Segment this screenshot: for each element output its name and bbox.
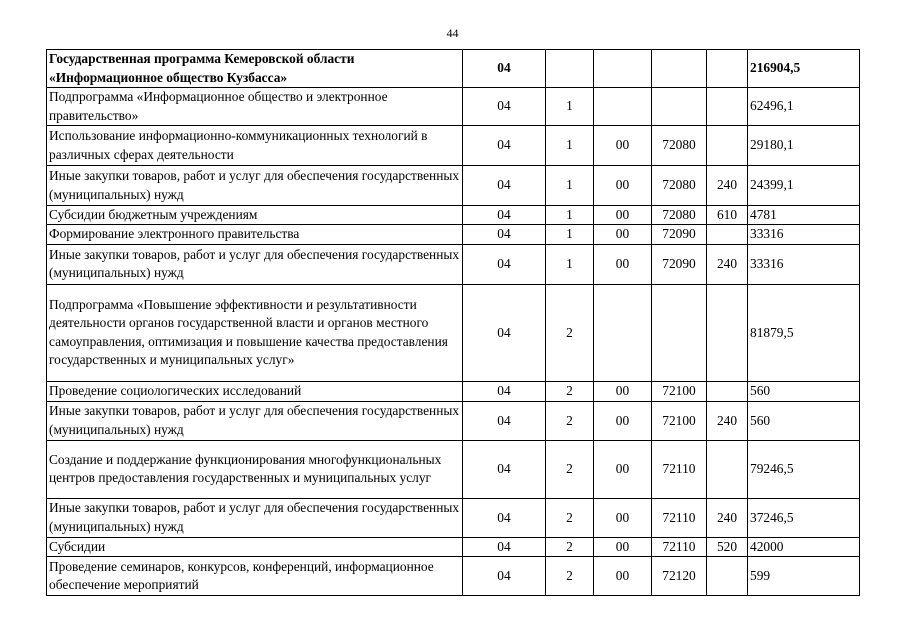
expense-type-code bbox=[707, 440, 748, 498]
expense-code: 72110 bbox=[652, 537, 707, 556]
row-name: Формирование электронного правительства bbox=[47, 225, 463, 244]
direction-code: 00 bbox=[594, 244, 652, 284]
amount: 29180,1 bbox=[748, 126, 860, 166]
expense-type-code: 240 bbox=[707, 401, 748, 440]
table-row bbox=[47, 206, 860, 225]
direction-code: 00 bbox=[594, 206, 652, 225]
subprogram-code: 1 bbox=[546, 126, 594, 166]
table-row bbox=[47, 401, 860, 440]
expense-code: 72120 bbox=[652, 557, 707, 596]
amount: 4781 bbox=[748, 206, 860, 225]
subprogram-code: 1 bbox=[546, 206, 594, 225]
program-code: 04 bbox=[463, 225, 546, 244]
subprogram-code: 2 bbox=[546, 284, 594, 381]
subprogram-code bbox=[546, 50, 594, 88]
subprogram-code: 1 bbox=[546, 88, 594, 126]
amount: 560 bbox=[748, 381, 860, 401]
expense-type-code: 240 bbox=[707, 498, 748, 537]
table-row bbox=[47, 537, 860, 556]
program-code: 04 bbox=[463, 537, 546, 556]
amount: 62496,1 bbox=[748, 88, 860, 126]
expense-type-code: 240 bbox=[707, 166, 748, 206]
page-number: 44 bbox=[446, 26, 459, 40]
expense-code: 72090 bbox=[652, 225, 707, 244]
table-row bbox=[47, 244, 860, 284]
row-name: Иные закупки товаров, работ и услуг для обеспечения государственных (муниципальных) нужд bbox=[47, 498, 463, 537]
program-code: 04 bbox=[463, 401, 546, 440]
expense-code: 72080 bbox=[652, 126, 707, 166]
table-row bbox=[47, 50, 860, 88]
expense-code: 72080 bbox=[652, 206, 707, 225]
subprogram-code: 2 bbox=[546, 537, 594, 556]
direction-code bbox=[594, 284, 652, 381]
program-code: 04 bbox=[463, 381, 546, 401]
program-code: 04 bbox=[463, 498, 546, 537]
program-code: 04 bbox=[463, 206, 546, 225]
row-name: Субсидии bbox=[47, 537, 463, 556]
row-name: Подпрограмма «Повышение эффективности и результативности деятельности органов государственной власти и органов местного самоуправления, оптимизация и повышение качества предоставления государственных и муниципальных услуг» bbox=[47, 284, 463, 381]
expense-code: 72100 bbox=[652, 401, 707, 440]
direction-code: 00 bbox=[594, 166, 652, 206]
table-row bbox=[47, 557, 860, 596]
amount: 37246,5 bbox=[748, 498, 860, 537]
budget-table-body bbox=[47, 50, 860, 596]
direction-code: 00 bbox=[594, 440, 652, 498]
direction-code: 00 bbox=[594, 537, 652, 556]
row-name: Иные закупки товаров, работ и услуг для обеспечения государственных (муниципальных) нужд bbox=[47, 244, 463, 284]
budget-table bbox=[46, 49, 860, 596]
row-name: Использование информационно-коммуникационных технологий в различных сферах деятельности bbox=[47, 126, 463, 166]
row-name: Государственная программа Кемеровской области «Информационное общество Кузбасса» bbox=[47, 50, 463, 88]
expense-type-code bbox=[707, 88, 748, 126]
subprogram-code: 1 bbox=[546, 244, 594, 284]
program-code: 04 bbox=[463, 440, 546, 498]
expense-type-code bbox=[707, 284, 748, 381]
expense-code bbox=[652, 88, 707, 126]
row-name: Проведение социологических исследований bbox=[47, 381, 463, 401]
expense-type-code: 610 bbox=[707, 206, 748, 225]
expense-type-code bbox=[707, 381, 748, 401]
table-row bbox=[47, 166, 860, 206]
table-row bbox=[47, 225, 860, 244]
row-name: Проведение семинаров, конкурсов, конференций, информационное обеспечение мероприятий bbox=[47, 557, 463, 596]
program-code: 04 bbox=[463, 88, 546, 126]
direction-code: 00 bbox=[594, 225, 652, 244]
amount: 599 bbox=[748, 557, 860, 596]
program-code: 04 bbox=[463, 50, 546, 88]
direction-code bbox=[594, 50, 652, 88]
amount: 560 bbox=[748, 401, 860, 440]
program-code: 04 bbox=[463, 126, 546, 166]
direction-code: 00 bbox=[594, 557, 652, 596]
expense-code: 72100 bbox=[652, 381, 707, 401]
amount: 216904,5 bbox=[748, 50, 860, 88]
subprogram-code: 1 bbox=[546, 225, 594, 244]
amount: 42000 bbox=[748, 537, 860, 556]
subprogram-code: 2 bbox=[546, 498, 594, 537]
direction-code: 00 bbox=[594, 126, 652, 166]
program-code: 04 bbox=[463, 244, 546, 284]
table-row bbox=[47, 88, 860, 126]
expense-code bbox=[652, 50, 707, 88]
table-row bbox=[47, 440, 860, 498]
program-code: 04 bbox=[463, 166, 546, 206]
direction-code: 00 bbox=[594, 381, 652, 401]
expense-type-code bbox=[707, 557, 748, 596]
expense-code: 72080 bbox=[652, 166, 707, 206]
table-row bbox=[47, 284, 860, 381]
direction-code: 00 bbox=[594, 498, 652, 537]
amount: 81879,5 bbox=[748, 284, 860, 381]
amount: 24399,1 bbox=[748, 166, 860, 206]
amount: 79246,5 bbox=[748, 440, 860, 498]
row-name: Субсидии бюджетным учреждениям bbox=[47, 206, 463, 225]
amount: 33316 bbox=[748, 225, 860, 244]
expense-type-code: 520 bbox=[707, 537, 748, 556]
expense-code: 72110 bbox=[652, 440, 707, 498]
expense-code bbox=[652, 284, 707, 381]
subprogram-code: 2 bbox=[546, 381, 594, 401]
table-row bbox=[47, 126, 860, 166]
expense-code: 72090 bbox=[652, 244, 707, 284]
subprogram-code: 1 bbox=[546, 166, 594, 206]
program-code: 04 bbox=[463, 284, 546, 381]
expense-code: 72110 bbox=[652, 498, 707, 537]
expense-type-code bbox=[707, 225, 748, 244]
direction-code bbox=[594, 88, 652, 126]
subprogram-code: 2 bbox=[546, 440, 594, 498]
direction-code: 00 bbox=[594, 401, 652, 440]
row-name: Иные закупки товаров, работ и услуг для обеспечения государственных (муниципальных) нужд bbox=[47, 401, 463, 440]
expense-type-code bbox=[707, 50, 748, 88]
subprogram-code: 2 bbox=[546, 401, 594, 440]
row-name: Создание и поддержание функционирования многофункциональных центров предоставления государственных и муниципальных услуг bbox=[47, 440, 463, 498]
expense-type-code: 240 bbox=[707, 244, 748, 284]
table-row bbox=[47, 498, 860, 537]
table-row bbox=[47, 381, 860, 401]
amount: 33316 bbox=[748, 244, 860, 284]
row-name: Подпрограмма «Информационное общество и электронное правительство» bbox=[47, 88, 463, 126]
expense-type-code bbox=[707, 126, 748, 166]
subprogram-code: 2 bbox=[546, 557, 594, 596]
program-code: 04 bbox=[463, 557, 546, 596]
row-name: Иные закупки товаров, работ и услуг для обеспечения государственных (муниципальных) нужд bbox=[47, 166, 463, 206]
